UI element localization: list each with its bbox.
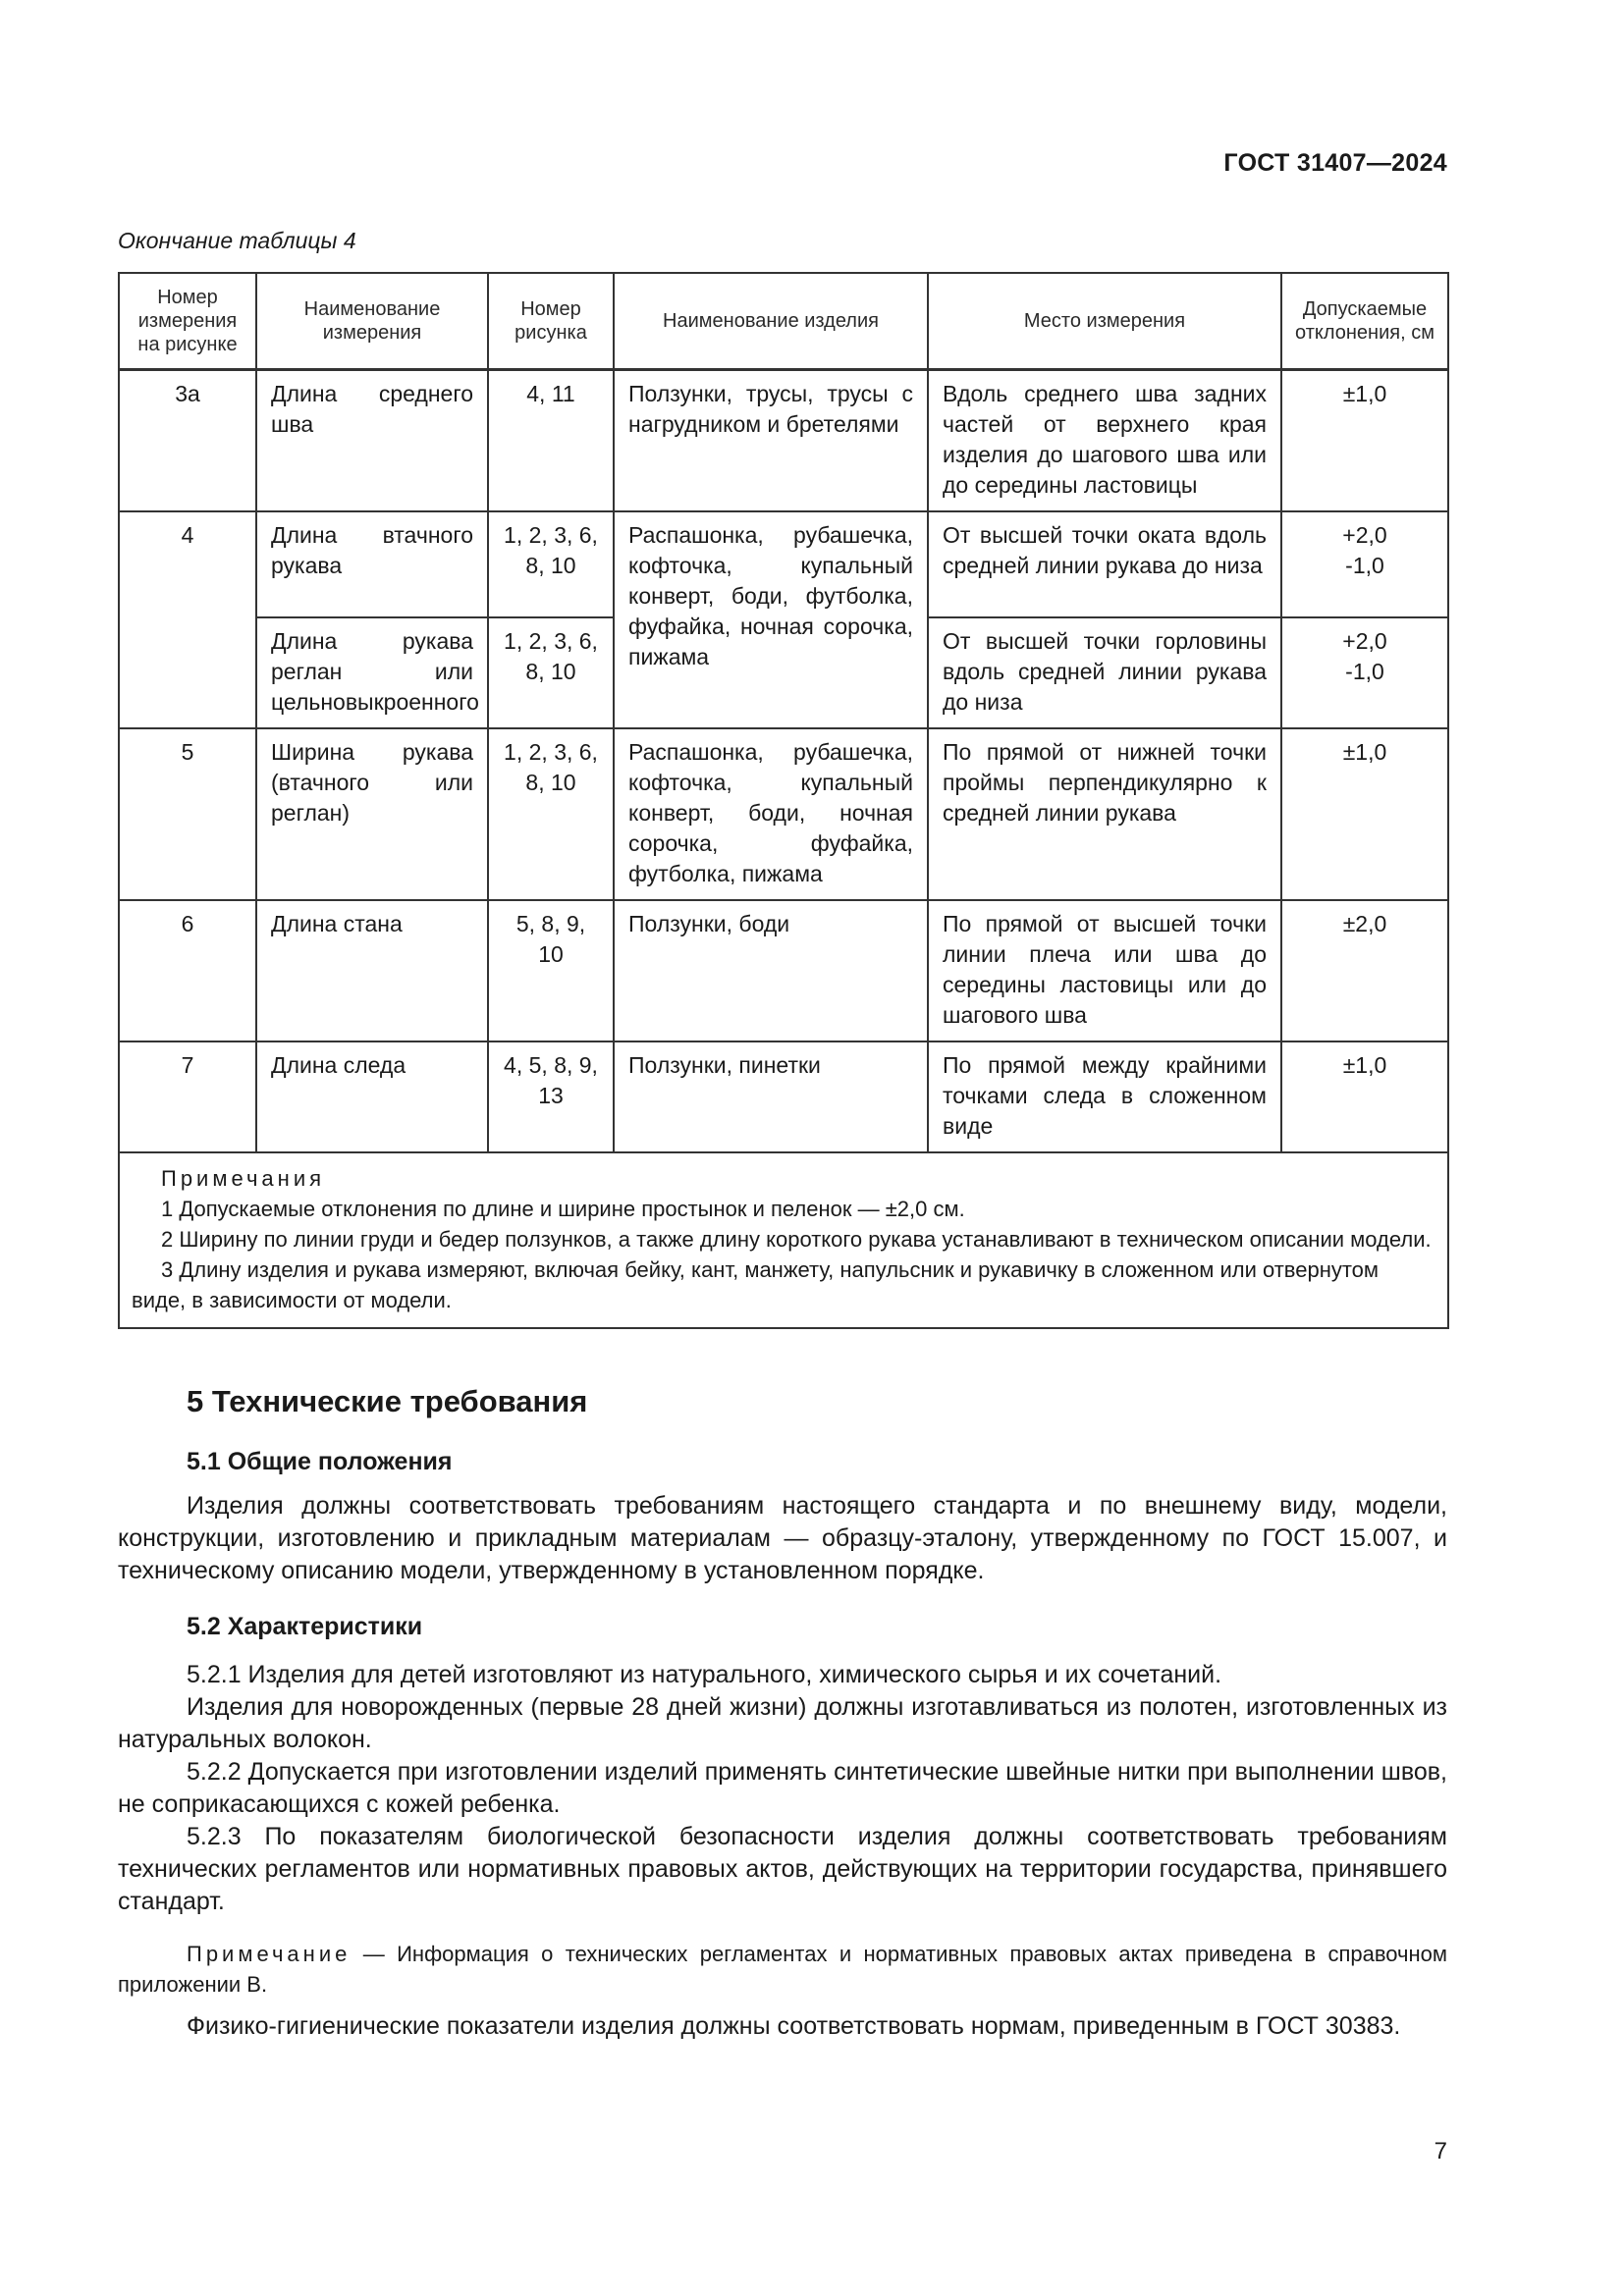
cell-measure-place: От высшей точки горловины вдоль средней линии рукава до низа — [928, 617, 1281, 728]
paragraph: 5.2.1 Изделия для детей изготовляют из натурального, химического сырья и их сочетаний. — [187, 1661, 1222, 1688]
cell-tolerance: ±2,0 — [1281, 900, 1448, 1041]
tolerance-minus: -1,0 — [1345, 659, 1384, 684]
measurements-table — [118, 272, 1449, 1329]
table-notes — [119, 1152, 1448, 1328]
cell-measure-number: 6 — [119, 900, 256, 1041]
cell-measure-place: По прямой от нижней точки проймы перпендикулярно к средней линии рукава — [928, 728, 1281, 900]
tolerance-plus: +2,0 — [1342, 628, 1387, 654]
cell-measure-name: Длина следа — [256, 1041, 488, 1152]
cell-measure-number: 4 — [119, 511, 256, 728]
table-row — [119, 1041, 1448, 1152]
cell-product-name: Распашонка, рубашечка, кофточка, купальный конверт, боди, ночная сорочка, фуфайка, футболка, пижама — [614, 728, 928, 900]
table-notes-row — [119, 1152, 1448, 1328]
cell-figure-number: 1, 2, 3, 6, 8, 10 — [488, 511, 614, 617]
cell-measure-name: Длина втачного рукава — [256, 511, 488, 617]
table-row — [119, 370, 1448, 512]
cell-tolerance — [1281, 511, 1448, 617]
table-row — [119, 511, 1448, 617]
cell-product-name: Распашонка, рубашечка, кофточка, купальный конверт, боди, футболка, фуфайка, ночная сорочка, пижама — [614, 511, 928, 728]
note-paragraph — [118, 1939, 1447, 2000]
note-text: — Информация о технических регламентах и нормативных правовых актах приведена в справочном приложении В. — [118, 1942, 1447, 1997]
note-item: 3 Длину изделия и рукава измеряют, включая бейку, кант, манжету, напульсник и рукавичку в сложенном или отвернутом виде, в зависимости от модели. — [132, 1257, 1380, 1312]
cell-product-name: Ползунки, трусы, трусы с нагрудником и бретелями — [614, 370, 928, 512]
cell-figure-number: 4, 5, 8, 9, 13 — [488, 1041, 614, 1152]
document-id: ГОСТ 31407—2024 — [1223, 149, 1447, 177]
cell-product-name: Ползунки, боди — [614, 900, 928, 1041]
cell-figure-number: 5, 8, 9, 10 — [488, 900, 614, 1041]
cell-measure-name: Длина стана — [256, 900, 488, 1041]
cell-measure-place: От высшей точки оката вдоль средней линии рукава до низа — [928, 511, 1281, 617]
cell-figure-number: 1, 2, 3, 6, 8, 10 — [488, 728, 614, 900]
subsection-heading: 5.1 Общие положения — [187, 1448, 453, 1475]
cell-tolerance: ±1,0 — [1281, 1041, 1448, 1152]
section-heading: 5 Технические требования — [187, 1384, 588, 1418]
cell-measure-number: 7 — [119, 1041, 256, 1152]
cell-measure-place: Вдоль среднего шва задних частей от верхнего края изделия до шагового шва или до середины ластовицы — [928, 370, 1281, 512]
note-item: 2 Ширину по линии груди и бедер ползунков, а также длину короткого рукава устанавливают в техническом описании модели. — [161, 1227, 1432, 1252]
note-item: 1 Допускаемые отклонения по длине и ширине простынок и пеленок — ±2,0 см. — [161, 1197, 965, 1221]
col-header-product-name: Наименование изделия — [614, 273, 928, 370]
paragraph: Физико-гигиенические показатели изделия должны соответствовать нормам, приведенным в ГОСТ 30383. — [187, 2012, 1401, 2040]
paragraph: Изделия для новорожденных (первые 28 дней жизни) должны изготавливаться из полотен, изготовленных из натуральных волокон. — [118, 1693, 1447, 1753]
note-label: Примечание — [187, 1942, 352, 1966]
cell-measure-number: 5 — [119, 728, 256, 900]
paragraph: Изделия должны соответствовать требованиям настоящего стандарта и по внешнему виду, модели, конструкции, изготовлению и прикладным материалам — образцу-эталону, утвержденному по ГОСТ 15.007, и техническому описанию модели, утвержденному в установленном порядке. — [118, 1492, 1447, 1584]
cell-measure-place: По прямой между крайними точками следа в сложенном виде — [928, 1041, 1281, 1152]
paragraph: 5.2.2 Допускается при изготовлении изделий применять синтетические швейные нитки при выполнении швов, не соприкасающихся с кожей ребенка. — [118, 1758, 1447, 1818]
col-header-measure-name: Наименование измерения — [256, 273, 488, 370]
table-caption: Окончание таблицы 4 — [118, 228, 356, 253]
col-header-measure-number: Номер измерения на рисунке — [119, 273, 256, 370]
cell-measure-name: Ширина рукава (втачного или реглан) — [256, 728, 488, 900]
table-row — [119, 900, 1448, 1041]
cell-figure-number: 1, 2, 3, 6, 8, 10 — [488, 617, 614, 728]
cell-measure-place: По прямой от высшей точки линии плеча или шва до середины ластовицы или до шагового шва — [928, 900, 1281, 1041]
cell-measure-number: 3а — [119, 370, 256, 512]
col-header-measure-place: Место измерения — [928, 273, 1281, 370]
notes-title: Примечания — [161, 1166, 326, 1191]
col-header-figure-number: Номер рисунка — [488, 273, 614, 370]
table-header-row — [119, 273, 1448, 370]
col-header-tolerance: Допускаемые отклонения, см — [1281, 273, 1448, 370]
table-row — [119, 728, 1448, 900]
cell-measure-name: Длина среднего шва — [256, 370, 488, 512]
cell-tolerance: ±1,0 — [1281, 370, 1448, 512]
paragraph: 5.2.3 По показателям биологической безопасности изделия должны соответствовать требованиям технических регламентов или нормативных правовых актов, действующих на территории государства, принявшего стандарт. — [118, 1823, 1447, 1915]
cell-measure-name: Длина рукава реглан или цельновыкроенного — [256, 617, 488, 728]
tolerance-plus: +2,0 — [1342, 522, 1387, 548]
subsection-heading: 5.2 Характеристики — [187, 1613, 423, 1640]
cell-product-name: Ползунки, пинетки — [614, 1041, 928, 1152]
tolerance-minus: -1,0 — [1345, 553, 1384, 578]
cell-tolerance — [1281, 617, 1448, 728]
page-number: 7 — [1434, 2138, 1447, 2164]
cell-tolerance: ±1,0 — [1281, 728, 1448, 900]
cell-figure-number: 4, 11 — [488, 370, 614, 512]
